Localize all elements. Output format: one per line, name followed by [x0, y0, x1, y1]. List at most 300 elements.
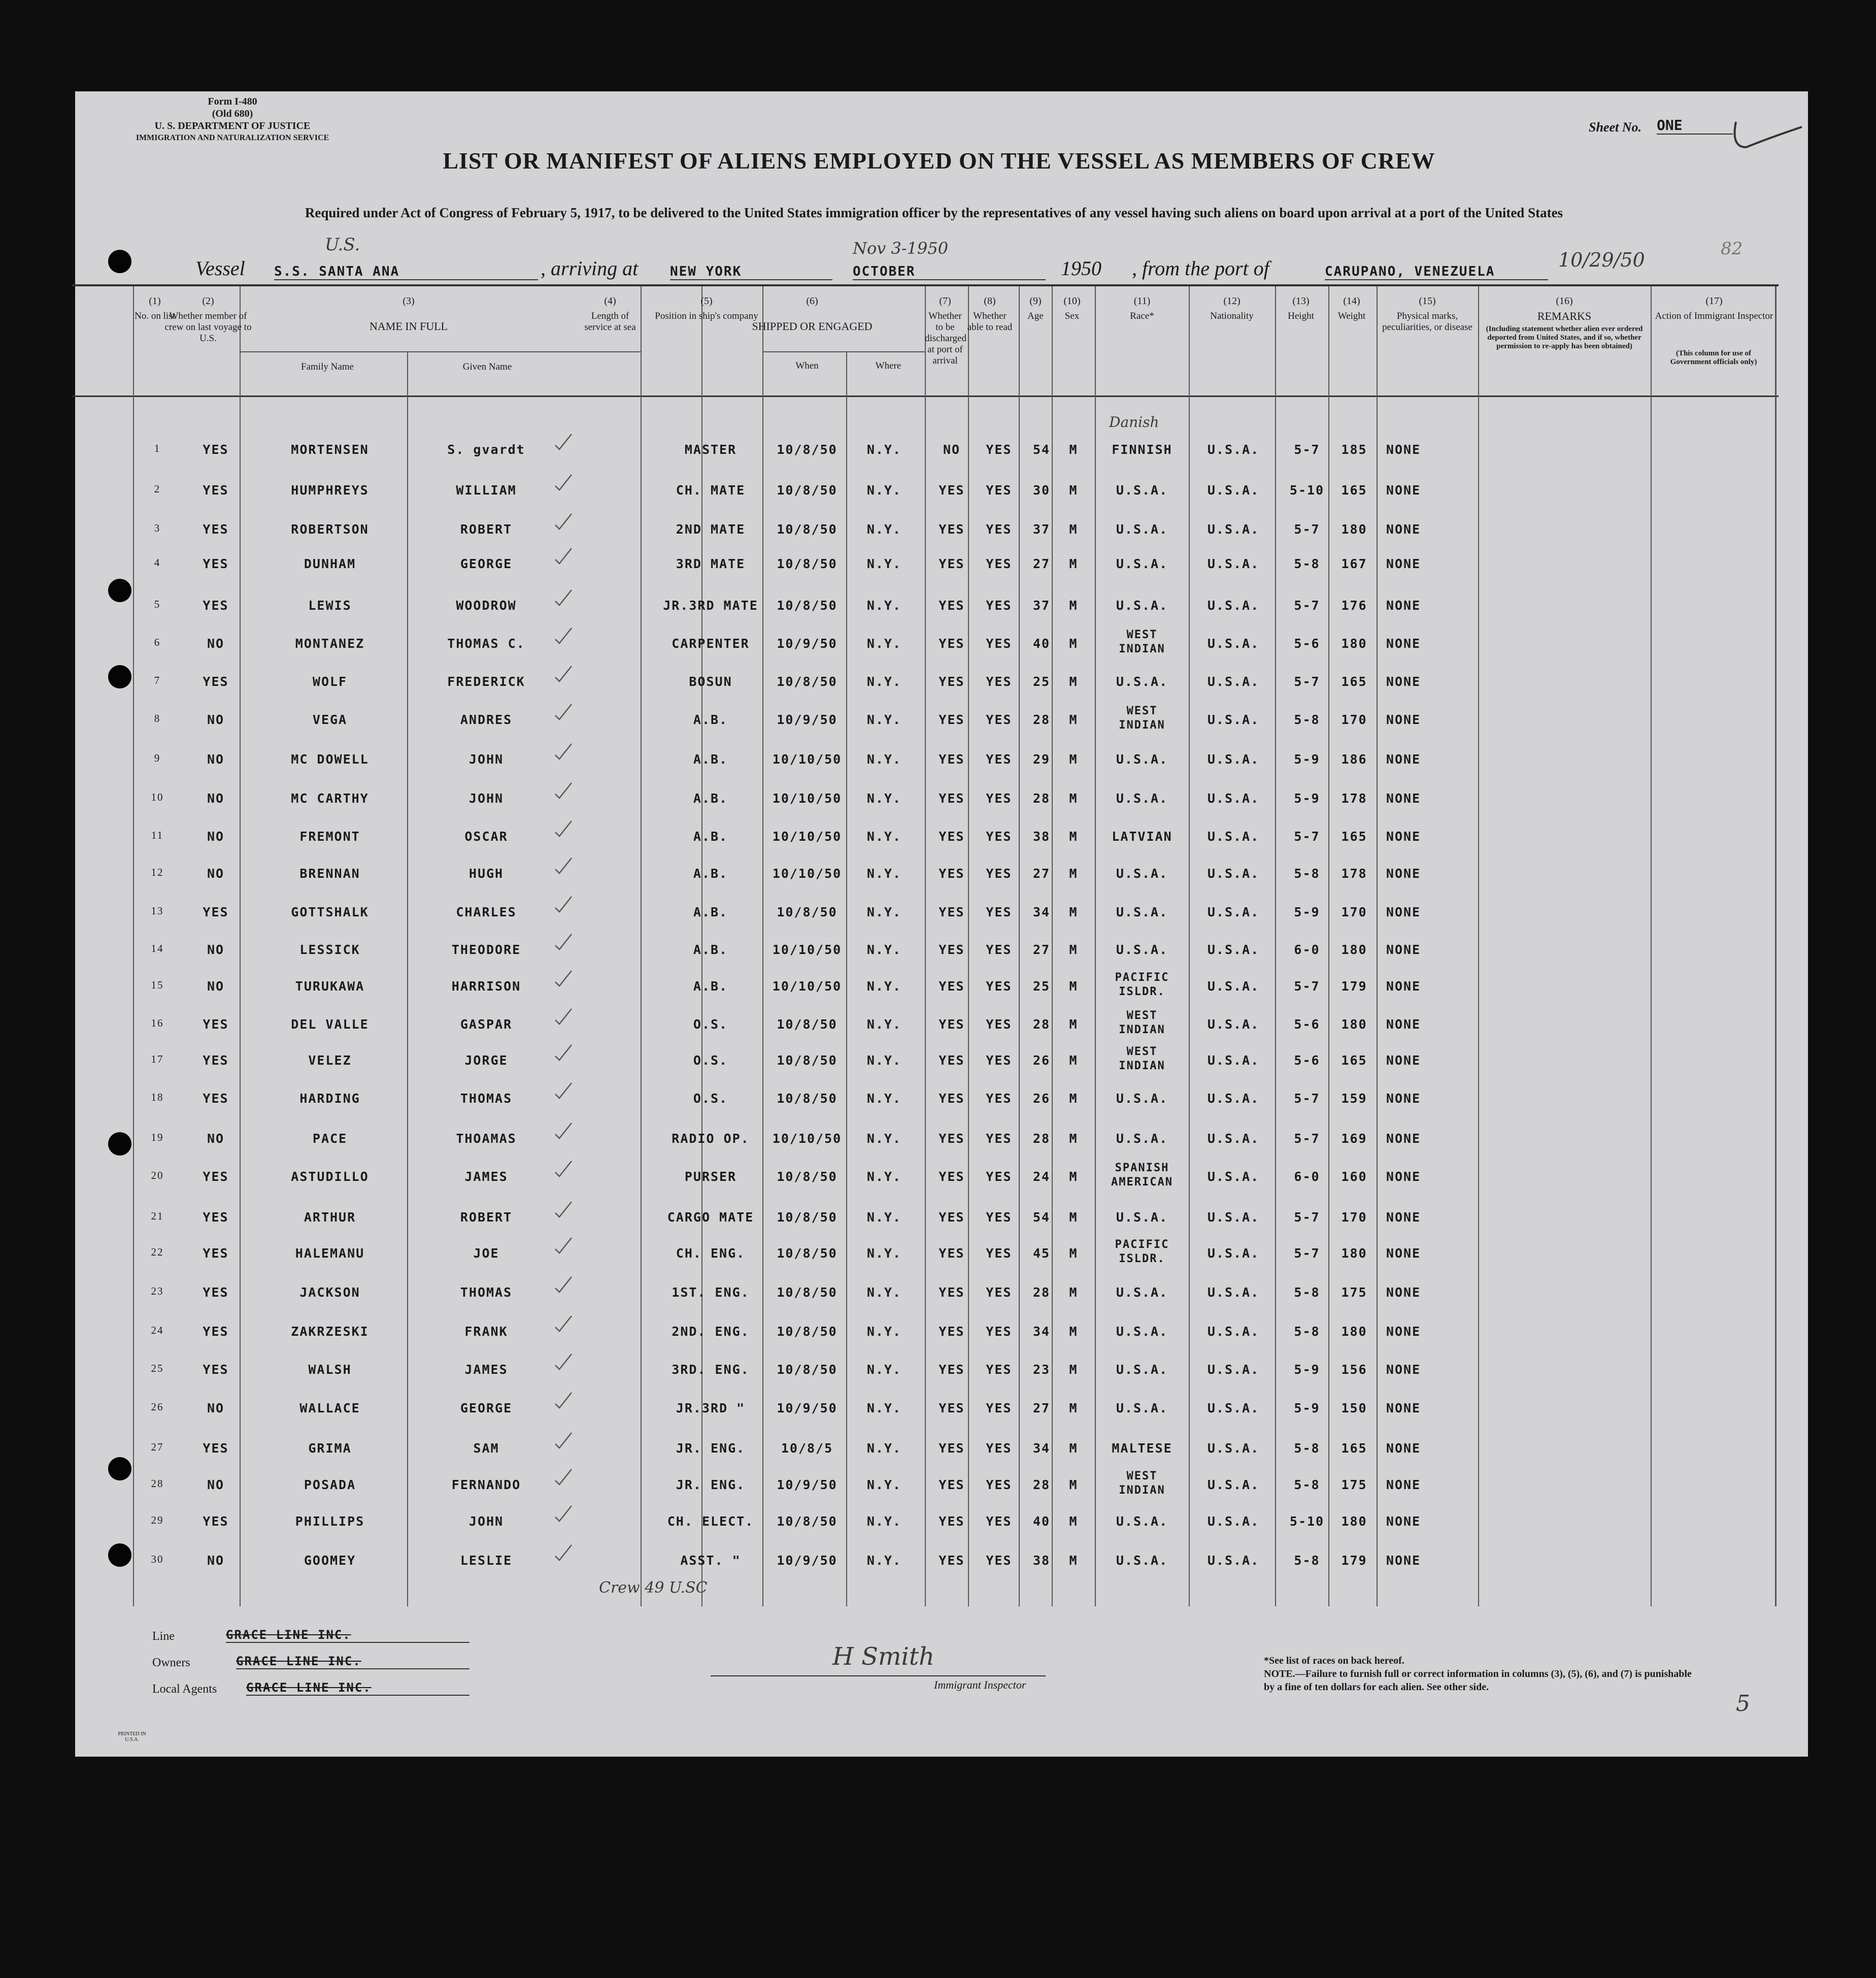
age: 38 [1032, 1553, 1051, 1568]
able-to-read: YES [986, 556, 1012, 571]
shipped-when: 10/8/50 [777, 1091, 838, 1106]
able-to-read: YES [986, 1131, 1012, 1146]
race-line-2: ISLDR. [1119, 1252, 1165, 1265]
nationality: U.S.A. [1207, 712, 1260, 727]
race: WEST [1126, 1470, 1158, 1482]
height: 5-10 [1289, 1514, 1325, 1529]
check-mark-icon [553, 626, 574, 646]
family-name: ROBERTSON [291, 522, 369, 537]
family-name: MC CARTHY [291, 791, 369, 806]
race: U.S.A. [1116, 1514, 1168, 1529]
to-be-discharged: YES [939, 1401, 965, 1415]
penalty-note: NOTE.—Failure to furnish full or correct information in columns (3), (5), (6), and (7) is punishable by a fine of ten dollars for each alien. See other side. [1264, 1668, 1692, 1693]
shipped-when: 10/8/50 [777, 1210, 838, 1225]
crew-on-last-voyage: NO [207, 829, 225, 844]
crew-on-last-voyage: YES [203, 1285, 229, 1300]
weight: 180 [1341, 522, 1367, 537]
race: U.S.A. [1116, 522, 1168, 537]
crew-on-last-voyage: NO [207, 979, 225, 994]
column-number: (11) [1133, 295, 1151, 307]
nationality: U.S.A. [1207, 1514, 1260, 1529]
column-number: (10) [1063, 295, 1081, 307]
shipped-where: N.Y. [866, 942, 902, 957]
check-mark-icon [553, 1007, 574, 1027]
physical-marks: NONE [1386, 1477, 1421, 1492]
check-mark-icon [553, 546, 574, 567]
shipped-when: 10/8/5 [781, 1441, 833, 1456]
column-header: SHIPPED OR ENGAGED [752, 320, 873, 333]
column-number: (4) [604, 295, 616, 307]
shipped-when: 10/8/50 [777, 905, 838, 919]
column-number: (13) [1292, 295, 1310, 307]
row-number: 8 [154, 712, 161, 724]
age: 34 [1032, 1324, 1051, 1339]
arrival-month: OCTOBER [853, 264, 1046, 280]
height: 5-8 [1294, 712, 1320, 727]
column-number: (17) [1705, 295, 1723, 307]
race: U.S.A. [1116, 752, 1168, 767]
position: RADIO OP. [672, 1131, 750, 1146]
check-mark-icon [553, 819, 574, 839]
family-name: LEWIS [308, 598, 352, 613]
shipped-where: N.Y. [866, 1017, 902, 1032]
family-name: VELEZ [308, 1053, 352, 1068]
family-name-header: Family Name [301, 361, 354, 372]
shipped-when: 10/8/50 [777, 1017, 838, 1032]
check-mark-icon [553, 1275, 574, 1295]
able-to-read: YES [986, 1362, 1012, 1377]
position: A.B. [693, 942, 728, 957]
family-name: HUMPHREYS [291, 483, 369, 498]
column-header: No. on list [135, 311, 175, 321]
given-name: SAM [473, 1441, 499, 1456]
family-name: JACKSON [299, 1285, 360, 1300]
shipped-where: N.Y. [866, 598, 902, 613]
weight: 165 [1341, 483, 1367, 498]
age: 27 [1032, 866, 1051, 881]
shipped-where: N.Y. [866, 522, 902, 537]
sex: M [1069, 1091, 1078, 1106]
check-mark-icon [553, 702, 574, 722]
crew-on-last-voyage: NO [207, 1131, 225, 1146]
height: 5-6 [1294, 636, 1320, 651]
physical-marks: NONE [1386, 1553, 1421, 1568]
weight: 170 [1341, 1210, 1367, 1225]
from-port: CARUPANO, VENEZUELA [1325, 264, 1548, 280]
page-subtitle: Required under Act of Congress of February 5, 1917, to be delivered to the United States immigration officer by the representatives of any vessel having such aliens on board upon arrival at a port of the United States [305, 205, 1563, 220]
shipped-when: 10/8/50 [777, 1285, 838, 1300]
column-header: Race* [1130, 311, 1154, 321]
race: U.S.A. [1116, 1401, 1168, 1415]
check-mark-icon [553, 1043, 574, 1063]
physical-marks: NONE [1386, 1169, 1421, 1184]
check-mark-icon [553, 1467, 574, 1488]
arrival-date-handwritten: Nov 3-1950 [853, 239, 949, 258]
crew-on-last-voyage: NO [207, 942, 225, 957]
race: SPANISH [1115, 1162, 1169, 1174]
weight: 170 [1341, 905, 1367, 919]
to-be-discharged: YES [939, 1477, 965, 1492]
race-line-2: INDIAN [1119, 719, 1165, 732]
shipped-where: N.Y. [866, 1477, 902, 1492]
position: JR. ENG. [676, 1441, 746, 1456]
shipped-when: 10/9/50 [777, 712, 838, 727]
height: 5-6 [1294, 1053, 1320, 1068]
race: PACIFIC [1115, 971, 1169, 984]
row-number: 19 [151, 1131, 164, 1143]
family-name: HALEMANU [295, 1246, 365, 1261]
family-name: FREMONT [299, 829, 360, 844]
to-be-discharged: YES [939, 1441, 965, 1456]
able-to-read: YES [986, 598, 1012, 613]
crew-on-last-voyage: YES [203, 1324, 229, 1339]
to-be-discharged: YES [939, 1131, 965, 1146]
nationality: U.S.A. [1207, 829, 1260, 844]
sex: M [1069, 674, 1078, 689]
to-be-discharged: YES [939, 979, 965, 994]
given-name: FERNANDO [451, 1477, 521, 1492]
to-be-discharged: YES [939, 866, 965, 881]
nationality: U.S.A. [1207, 1553, 1260, 1568]
weight: 179 [1341, 979, 1367, 994]
family-name: GOTTSHALK [291, 905, 369, 919]
column-number: (8) [984, 295, 996, 307]
height: 5-10 [1289, 483, 1325, 498]
check-mark-icon [553, 895, 574, 915]
check-mark-icon [553, 1314, 574, 1334]
physical-marks: NONE [1386, 1324, 1421, 1339]
family-name: HARDING [299, 1091, 360, 1106]
sex: M [1069, 1362, 1078, 1377]
height: 5-7 [1294, 674, 1320, 689]
shipped-where: N.Y. [866, 1362, 902, 1377]
weight: 186 [1341, 752, 1367, 767]
given-name: JAMES [464, 1362, 508, 1377]
sex: M [1069, 905, 1078, 919]
family-name: PACE [312, 1131, 348, 1146]
shipped-where: N.Y. [866, 483, 902, 498]
family-name: POSADA [304, 1477, 356, 1492]
given-name: JOHN [468, 1514, 504, 1529]
race-line-2: AMERICAN [1111, 1176, 1173, 1189]
crew-on-last-voyage: NO [207, 712, 225, 727]
inspector-signature: H Smith [832, 1642, 935, 1671]
physical-marks: NONE [1386, 556, 1421, 571]
physical-marks: NONE [1386, 1514, 1421, 1529]
physical-marks: NONE [1386, 905, 1421, 919]
inspector-label: Immigrant Inspector [934, 1678, 1026, 1691]
given-name: FRANK [464, 1324, 508, 1339]
family-name: WALSH [308, 1362, 352, 1377]
age: 29 [1032, 752, 1051, 767]
age: 28 [1032, 1017, 1051, 1032]
row-number: 12 [151, 866, 164, 878]
family-name: WOLF [312, 674, 348, 689]
physical-marks: NONE [1386, 1285, 1421, 1300]
line-value: GRACE LINE INC. [226, 1628, 470, 1643]
shipped-when: 10/8/50 [777, 1362, 838, 1377]
crew-on-last-voyage: NO [207, 791, 225, 806]
to-be-discharged: YES [939, 905, 965, 919]
sex: M [1069, 636, 1078, 651]
race-line-2: INDIAN [1119, 1484, 1165, 1497]
sheet-label: Sheet No. [1589, 120, 1642, 135]
nationality: U.S.A. [1207, 1053, 1260, 1068]
position: A.B. [693, 905, 728, 919]
shipped-where: N.Y. [866, 1514, 902, 1529]
weight: 185 [1341, 442, 1367, 457]
height: 5-7 [1294, 442, 1320, 457]
nationality: U.S.A. [1207, 752, 1260, 767]
arriving-label: , arriving at [541, 257, 639, 280]
row-number: 21 [151, 1210, 164, 1222]
height: 5-6 [1294, 1017, 1320, 1032]
weight: 159 [1341, 1091, 1367, 1106]
given-name: CHARLES [456, 905, 517, 919]
position: PURSER [684, 1169, 737, 1184]
family-name: MC DOWELL [291, 752, 369, 767]
physical-marks: NONE [1386, 1362, 1421, 1377]
shipped-where: N.Y. [866, 1053, 902, 1068]
check-mark-icon [553, 781, 574, 801]
physical-marks: NONE [1386, 752, 1421, 767]
to-be-discharged: YES [939, 712, 965, 727]
crew-on-last-voyage: NO [207, 1553, 225, 1568]
position: ASST. " [680, 1553, 741, 1568]
row-number: 28 [151, 1477, 164, 1490]
to-be-discharged: YES [939, 752, 965, 767]
check-mark-icon [553, 1081, 574, 1101]
position: A.B. [693, 752, 728, 767]
sex: M [1069, 1169, 1078, 1184]
check-mark-icon [553, 1121, 574, 1141]
race: PACIFIC [1115, 1238, 1169, 1251]
able-to-read: YES [986, 442, 1012, 457]
nationality: U.S.A. [1207, 483, 1260, 498]
shipped-when: 10/10/50 [772, 752, 842, 767]
shipped-where: N.Y. [866, 442, 902, 457]
weight: 150 [1341, 1401, 1367, 1415]
able-to-read: YES [986, 1285, 1012, 1300]
position: 3RD. ENG. [672, 1362, 750, 1377]
age: 26 [1032, 1091, 1051, 1106]
nationality: U.S.A. [1207, 1169, 1260, 1184]
to-be-discharged: YES [939, 829, 965, 844]
nationality: U.S.A. [1207, 866, 1260, 881]
able-to-read: YES [986, 1169, 1012, 1184]
nationality: U.S.A. [1207, 1210, 1260, 1225]
row-number: 24 [151, 1324, 164, 1336]
age: 28 [1032, 712, 1051, 727]
family-name: WALLACE [299, 1401, 360, 1415]
form-number: Form I-480 [208, 96, 257, 107]
weight: 180 [1341, 1324, 1367, 1339]
able-to-read: YES [986, 712, 1012, 727]
nationality: U.S.A. [1207, 1324, 1260, 1339]
position: BOSUN [689, 674, 732, 689]
row-number: 2 [154, 483, 161, 495]
to-be-discharged: YES [939, 942, 965, 957]
crew-on-last-voyage: YES [203, 674, 229, 689]
sex: M [1069, 1246, 1078, 1261]
race: U.S.A. [1116, 866, 1168, 881]
row-number: 16 [151, 1017, 164, 1029]
able-to-read: YES [986, 1246, 1012, 1261]
crew-on-last-voyage: YES [203, 442, 229, 457]
shipped-where: N.Y. [866, 1091, 902, 1106]
age: 54 [1032, 442, 1051, 457]
position: A.B. [693, 791, 728, 806]
nationality: U.S.A. [1207, 1441, 1260, 1456]
age: 24 [1032, 1169, 1051, 1184]
crew-on-last-voyage: NO [207, 752, 225, 767]
weight: 167 [1341, 556, 1367, 571]
physical-marks: NONE [1386, 1401, 1421, 1415]
given-name: LESLIE [460, 1553, 513, 1568]
shipped-where: N.Y. [866, 1210, 902, 1225]
age: 34 [1032, 1441, 1051, 1456]
able-to-read: YES [986, 791, 1012, 806]
form-header [126, 95, 339, 144]
height: 5-8 [1294, 1441, 1320, 1456]
nationality: U.S.A. [1207, 1246, 1260, 1261]
to-be-discharged: YES [939, 1246, 965, 1261]
family-name: ZAKRZESKI [291, 1324, 369, 1339]
position: CH. ELECT. [667, 1514, 754, 1529]
to-be-discharged: YES [939, 674, 965, 689]
position: JR. ENG. [676, 1477, 746, 1492]
check-mark-icon [553, 432, 574, 452]
position: MASTER [684, 442, 737, 457]
row-number: 18 [151, 1091, 164, 1103]
race: U.S.A. [1116, 1285, 1168, 1300]
position: O.S. [693, 1053, 728, 1068]
given-name: FREDERICK [447, 674, 525, 689]
shipped-when: 10/10/50 [772, 829, 842, 844]
given-name: GEORGE [460, 556, 513, 571]
able-to-read: YES [986, 942, 1012, 957]
height: 5-8 [1294, 556, 1320, 571]
able-to-read: YES [986, 1514, 1012, 1529]
race: FINNISH [1112, 442, 1172, 457]
position: O.S. [693, 1091, 728, 1106]
position: 2ND MATE [676, 522, 746, 537]
to-be-discharged: YES [939, 1285, 965, 1300]
sex: M [1069, 1553, 1078, 1568]
shipped-when: 10/8/50 [777, 674, 838, 689]
row-number: 14 [151, 942, 164, 954]
shipped-where: N.Y. [866, 829, 902, 844]
position: JR.3RD " [676, 1401, 746, 1415]
age: 45 [1032, 1246, 1051, 1261]
able-to-read: YES [986, 522, 1012, 537]
vessel-name: S.S. SANTA ANA [274, 264, 538, 280]
to-be-discharged: YES [939, 598, 965, 613]
check-mark-icon [553, 1236, 574, 1256]
race: U.S.A. [1116, 483, 1168, 498]
nationality: U.S.A. [1207, 791, 1260, 806]
nationality: U.S.A. [1207, 979, 1260, 994]
shipped-when: 10/8/50 [777, 483, 838, 498]
shipped-when: 10/9/50 [777, 1477, 838, 1492]
sex: M [1069, 1324, 1078, 1339]
physical-marks: NONE [1386, 1131, 1421, 1146]
crew-on-last-voyage: YES [203, 1053, 229, 1068]
physical-marks: NONE [1386, 1053, 1421, 1068]
height: 5-9 [1294, 1362, 1320, 1377]
race: U.S.A. [1116, 791, 1168, 806]
physical-marks: NONE [1386, 942, 1421, 957]
nationality: U.S.A. [1207, 636, 1260, 651]
shipped-when: 10/8/50 [777, 1053, 838, 1068]
age: 28 [1032, 1131, 1051, 1146]
row-number: 3 [154, 522, 161, 534]
race: U.S.A. [1116, 1210, 1168, 1225]
race: MALTESE [1112, 1441, 1172, 1456]
crew-on-last-voyage: YES [203, 1017, 229, 1032]
crew-on-last-voyage: NO [207, 1477, 225, 1492]
check-mark-icon [553, 1159, 574, 1179]
check-mark-icon [553, 856, 574, 876]
column-header: NAME IN FULL [370, 320, 448, 333]
race: WEST [1126, 1045, 1158, 1058]
weight: 175 [1341, 1477, 1367, 1492]
weight: 180 [1341, 1246, 1367, 1261]
able-to-read: YES [986, 1441, 1012, 1456]
shipped-where: N.Y. [866, 1285, 902, 1300]
to-be-discharged: YES [939, 791, 965, 806]
crew-on-last-voyage: YES [203, 1169, 229, 1184]
nationality: U.S.A. [1207, 1017, 1260, 1032]
given-name: WOODROW [456, 598, 517, 613]
able-to-read: YES [986, 905, 1012, 919]
column-header: Nationality [1210, 311, 1254, 321]
race: U.S.A. [1116, 1091, 1168, 1106]
physical-marks: NONE [1386, 712, 1421, 727]
crew-on-last-voyage: YES [203, 598, 229, 613]
given-name: S. gvardt [447, 442, 525, 457]
physical-marks: NONE [1386, 483, 1421, 498]
nationality: U.S.A. [1207, 1131, 1260, 1146]
arrival-year: 1950 [1061, 257, 1101, 280]
column-number: (5) [700, 295, 713, 307]
column-header: Length of service at sea [584, 311, 636, 333]
given-name: ROBERT [460, 1210, 513, 1225]
given-name: ANDRES [460, 712, 513, 727]
family-name: DUNHAM [304, 556, 356, 571]
column-header: Whether member of crew on last voyage to U.S. [164, 311, 252, 344]
height: 5-9 [1294, 752, 1320, 767]
sex: M [1069, 979, 1078, 994]
row-number: 10 [151, 791, 164, 803]
row-number: 25 [151, 1362, 164, 1374]
height: 5-7 [1294, 1210, 1320, 1225]
race-handwritten: Danish [1109, 414, 1159, 431]
owners-value: GRACE LINE INC. [236, 1654, 470, 1669]
family-name: ARTHUR [304, 1210, 356, 1225]
physical-marks: NONE [1386, 598, 1421, 613]
check-mark-icon [553, 1543, 574, 1563]
shipped-where: N.Y. [866, 636, 902, 651]
able-to-read: YES [986, 1091, 1012, 1106]
weight: 169 [1341, 1131, 1367, 1146]
crew-on-last-voyage: YES [203, 556, 229, 571]
line-label: Line [152, 1630, 175, 1643]
age: 40 [1032, 1514, 1051, 1529]
family-name: DEL VALLE [291, 1017, 369, 1032]
race: U.S.A. [1116, 556, 1168, 571]
nationality: U.S.A. [1207, 905, 1260, 919]
